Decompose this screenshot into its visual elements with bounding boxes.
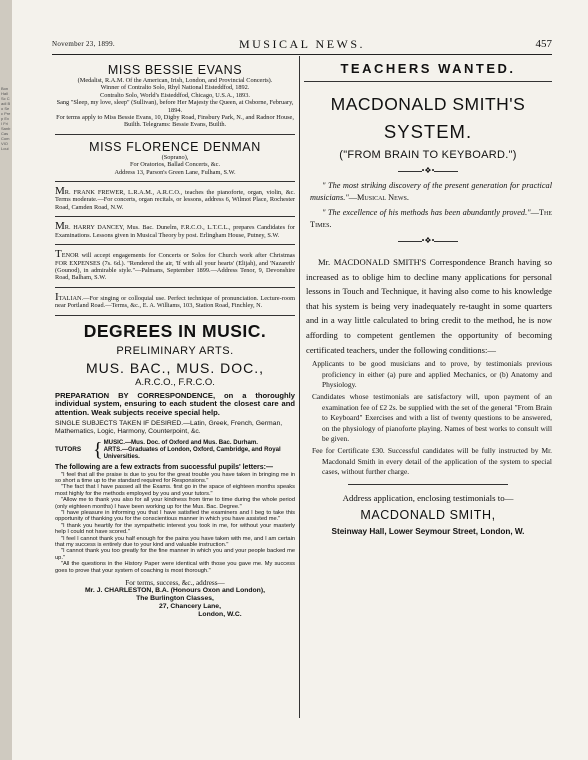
ad-line: Contralto Solo, World's Eisteddfod, Chicago, U.S.A., 1893. xyxy=(100,91,250,99)
degrees-single-subjects: SINGLE SUBJECTS TAKEN IF DESIRED.—Latin, Greek, French, German, Mathematics, Logic, Harmony, Counterpoint, &c. xyxy=(55,420,283,436)
header-title: MUSICAL NEWS. xyxy=(238,37,366,51)
degrees-title: DEGREES IN MUSIC. xyxy=(83,320,267,341)
pupil-quote: "I feel I cannot thank you half enough for the pains you have taken with me, and I am certain that my success is entirely due to your kind and valuable instruction." xyxy=(55,535,295,548)
ad-text: R. FRANK FREWER, L.R.A.M., A.R.C.O., teaches the pianoforte, organ, violin, &c. Terms moderate.—For concerts, organ recitals, or lessons, address 6, Wilmot Place, Rochester Road, Camden Road, N.W. xyxy=(55,189,295,211)
divider xyxy=(55,134,295,135)
ornament-glyph: •❖• xyxy=(421,236,435,245)
drop-cap: I xyxy=(55,290,59,303)
column-rule xyxy=(299,56,300,718)
tutors-label: TUTORS xyxy=(55,446,82,454)
degrees-extracts-intro: The following are a few extracts from successful pupils' letters:— xyxy=(55,463,273,471)
press-quote: " The excellence of his methods has been abundantly proved."—The Times. xyxy=(310,208,552,229)
press-quote: " The most striking discovery of the present generation for practical musicians."—Musical News. xyxy=(310,181,552,202)
degrees-prelim: PRELIMINARY ARTS. xyxy=(116,344,234,357)
pupil-quote: "All the questions in the History Paper were identical with those you gave me. My success goes to prove that your system of coaching is most thorough." xyxy=(55,561,295,574)
tutors-list xyxy=(104,439,295,461)
drop-cap: M xyxy=(55,220,65,233)
condition-item: Fee for Certificate £30. Successful candidates will be fully instructed by Mr. Macdonald Smith in every detail of the application of the system to special cases, without further charge. xyxy=(312,446,552,477)
degrees-terms: For terms, success, &c., address— xyxy=(125,579,225,588)
degrees-address-line: The Burlington Classes, xyxy=(136,595,214,603)
system-title-2: SYSTEM. xyxy=(383,121,473,142)
ad-line: (Soprano), xyxy=(161,153,189,161)
ad-text: R. HARRY DANCEY, Mus. Bac. Dunelm, F.R.C.O., L.T.C.L., prepares Candidates for Examinations. Lessons given in Musical Theory by post. Erlingham House, Putney, S.W. xyxy=(55,224,295,239)
quote-source: —The Times. xyxy=(310,208,552,229)
drop-cap: M xyxy=(55,185,65,198)
condition-item: Applicants to be good musicians and to prove, by testimonials previous proficiency in either (a) pure and applied Mechanics, or (b) Anatomy and Physiology. xyxy=(312,359,552,389)
system-title: MACDONALD SMITH'S xyxy=(330,94,526,114)
ad-florence-denman xyxy=(55,140,295,176)
teachers-wanted-heading: TEACHERS WANTED. xyxy=(304,61,552,82)
pupil-quote: "I have pleasure in informing you that I have satisfied the examiners and I beg to take this opportunity of thanking you for the conscientious manner in which you have assisted me." xyxy=(55,509,295,523)
tutors-block xyxy=(55,439,295,461)
pupil-quote: "I cannot thank you too greatly for the fine manner in which you and your people backed me up." xyxy=(55,548,295,561)
address-application: Address application, enclosing testimonials to— xyxy=(342,492,514,503)
macdonald-smith-address: Steinway Hall, Lower Seymour Street, London, W. xyxy=(331,526,525,536)
header-rule xyxy=(52,54,552,55)
degrees-musbac: MUS. BAC., MUS. DOC., xyxy=(85,359,265,376)
degrees-address-line: 27, Chancery Lane, xyxy=(159,603,221,611)
ad-text: ENOR will accept engagements for Concerts or Solos for Church work after Christmas FOR EXPENSES (7s. 6d.). "Rendered the air, 'If with all your hearts' (Elijah), and 'Nazareth' (Gounod), in admirable style."—Palmans, September 1899.—Address Tenor, 9, Devonshire Road, Balham, S.W. xyxy=(55,252,295,282)
binding-gutter xyxy=(0,0,12,760)
header-date: November 23, 1899. xyxy=(52,40,115,48)
degrees-address-line: Mr. J. CHARLESTON, B.A. (Honours Oxon and London), xyxy=(85,587,265,595)
ad-line: (Medalist, R.A.M. Of the American, Irish, London, and Provincial Concerts). xyxy=(77,77,273,84)
divider xyxy=(55,244,295,245)
system-body: Mr. MACDONALD SMITH'S Correspondence Branch having so increased as to oblige him to decline many applications for personal lessons in Touch and Technique, it having also come to his knowledge that his system is being very inadequately re-taught in some quarters and in a way little calculated to bring credit to the method, he is now affording to competent gentlemen the opportunity of becoming certificated teachers, under the following conditions:— xyxy=(306,257,552,355)
left-column xyxy=(55,58,295,619)
system-subtitle: ("FROM BRAIN TO KEYBOARD.") xyxy=(339,149,517,161)
page-header xyxy=(52,38,552,52)
ad-bessie-evans xyxy=(55,63,295,129)
ad-line: For Oratorios, Ballad Concerts, &c. xyxy=(129,161,221,169)
tutors-item: MUSIC.—Mus. Doc. of Oxford and Mus. Bac. Durham. xyxy=(103,438,258,446)
ad-frank-frewer xyxy=(55,187,295,211)
drop-cap: T xyxy=(55,248,62,261)
ad-line: Sang "Sleep, my love, sleep" (Sullivan), before Her Majesty the Queen, at Osborne, February, 1894. xyxy=(56,99,294,114)
tutors-item: ARTS.—Graduates of London, Oxford, Cambridge, and Royal Universities. xyxy=(103,446,281,461)
quote-source: —Musical News. xyxy=(348,193,409,202)
condition-item: Candidates whose testimonials are satisfactory will, upon payment of an examination fee of £2 2s. be supplied with the set of the general "From Brain to Keyboard" Exercises and with a list of twenty questions to be answered, on the physiology of pianoforte playing. Names of best works to consult will be given. xyxy=(312,392,552,443)
divider xyxy=(55,287,295,288)
right-column xyxy=(304,58,552,536)
ad-title: MISS FLORENCE DENMAN xyxy=(89,139,261,154)
header-page-number: 457 xyxy=(535,38,552,50)
ad-title: MISS BESSIE EVANS xyxy=(107,63,243,77)
ad-degrees-in-music xyxy=(55,321,295,619)
ad-text: TALIAN.—For singing or colloquial use. Perfect technique of pronunciation. Lecture-room near Portland Road.—Terms, &c., E. A. Williams, 103, Station Road, Finchley, N. xyxy=(55,294,295,310)
divider xyxy=(55,216,295,217)
pupil-quote: "The fact that I have passed all the Exams. first go in the space of eighteen months speaks most highly for the methods employed by you and your tutors." xyxy=(55,484,295,497)
ad-italian xyxy=(55,290,295,310)
pupil-quote: "Allow me to thank you also for all your kindness from time to time during the whole period (only eighteen months) I have been working up for the Mus. Bac. Degree." xyxy=(55,497,295,510)
ornament-rule xyxy=(304,236,552,245)
ad-line: Winner of Contralto Solo, Rhyl National Eisteddfod, 1892. xyxy=(100,84,250,92)
ad-line: Address 13, Parson's Green Lane, Fulham, S.W. xyxy=(114,168,236,176)
pupil-quote: "I feel that all the praise is due to you for the great trouble you have taken in bringing me in so short a time up to the standard required for Responsions." xyxy=(55,471,295,484)
brace: { xyxy=(93,438,103,461)
divider xyxy=(348,484,508,485)
degrees-arco: A.R.C.O., F.R.C.O. xyxy=(135,376,215,388)
degrees-preparation: PREPARATION BY CORRESPONDENCE, on a thoroughly individual system, ensuring to each student the closest care and attention. Weak subjects receive special help. xyxy=(55,390,295,417)
gutter-text: Bon Hall Sc Cadl Bo Sec Prep Ex I Fri Sanb Cas Com VIO Loui xyxy=(1,86,11,151)
divider xyxy=(55,315,295,316)
ad-line: For terms apply to Miss Bessie Evans, 10, Digby Road, Finsbury Park, N., and Radnor House, Builth. Telegrams: Bessie Evans, Builth. xyxy=(56,114,294,129)
ornament-rule xyxy=(304,166,552,175)
macdonald-smith-name: MACDONALD SMITH, xyxy=(360,507,496,522)
ornament-glyph: •❖• xyxy=(421,166,435,175)
ad-harry-dancey xyxy=(55,222,295,239)
ad-tenor xyxy=(55,250,295,282)
divider xyxy=(55,181,295,182)
pupil-quote: "I thank you heartily for the sympathetic interest you took in me, for without your masterly help I could not have scored." xyxy=(55,522,295,536)
degrees-address-line: London, W.C. xyxy=(198,611,242,619)
